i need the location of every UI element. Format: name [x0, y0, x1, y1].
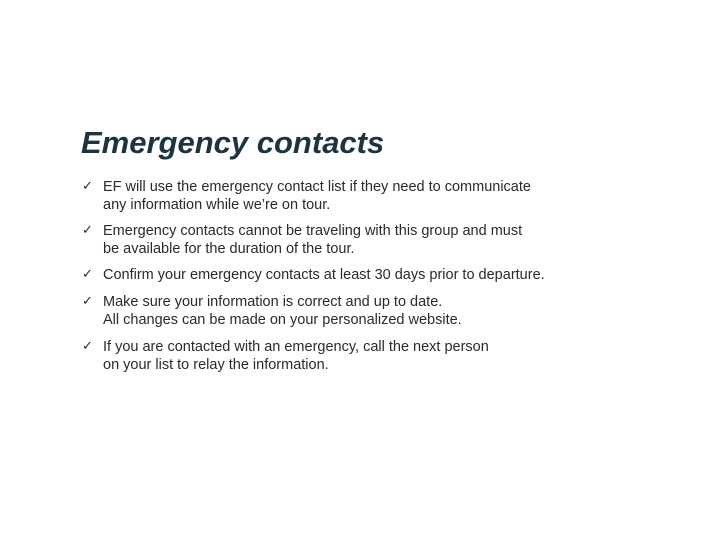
- slide-title: Emergency contacts: [81, 125, 385, 160]
- bullet-text-line: be available for the duration of the tour.: [103, 241, 355, 257]
- bullet-list: [82, 178, 642, 383]
- bullet-text-line: All changes can be made on your personalized website.: [103, 312, 462, 328]
- bullet-text-line: any information while we’re on tour.: [103, 197, 331, 213]
- list-item: [82, 266, 642, 284]
- checkmark-icon: ✓: [82, 179, 93, 194]
- checkmark-icon: ✓: [82, 339, 93, 354]
- list-item: [82, 338, 642, 374]
- bullet-text-line: Confirm your emergency contacts at least 30 days prior to departure.: [103, 267, 545, 283]
- checkmark-icon: ✓: [82, 294, 93, 309]
- list-item: [82, 293, 642, 329]
- checkmark-icon: ✓: [82, 267, 93, 282]
- bullet-text-line: EF will use the emergency contact list if they need to communicate: [103, 179, 531, 195]
- bullet-text-line: If you are contacted with an emergency, call the next person: [103, 339, 489, 355]
- bullet-text-line: Make sure your information is correct and up to date.: [103, 294, 443, 310]
- list-item: [82, 222, 642, 258]
- checkmark-icon: ✓: [82, 223, 93, 238]
- list-item: [82, 178, 642, 214]
- bullet-text-line: Emergency contacts cannot be traveling with this group and must: [103, 223, 523, 239]
- bullet-text-line: on your list to relay the information.: [103, 357, 329, 373]
